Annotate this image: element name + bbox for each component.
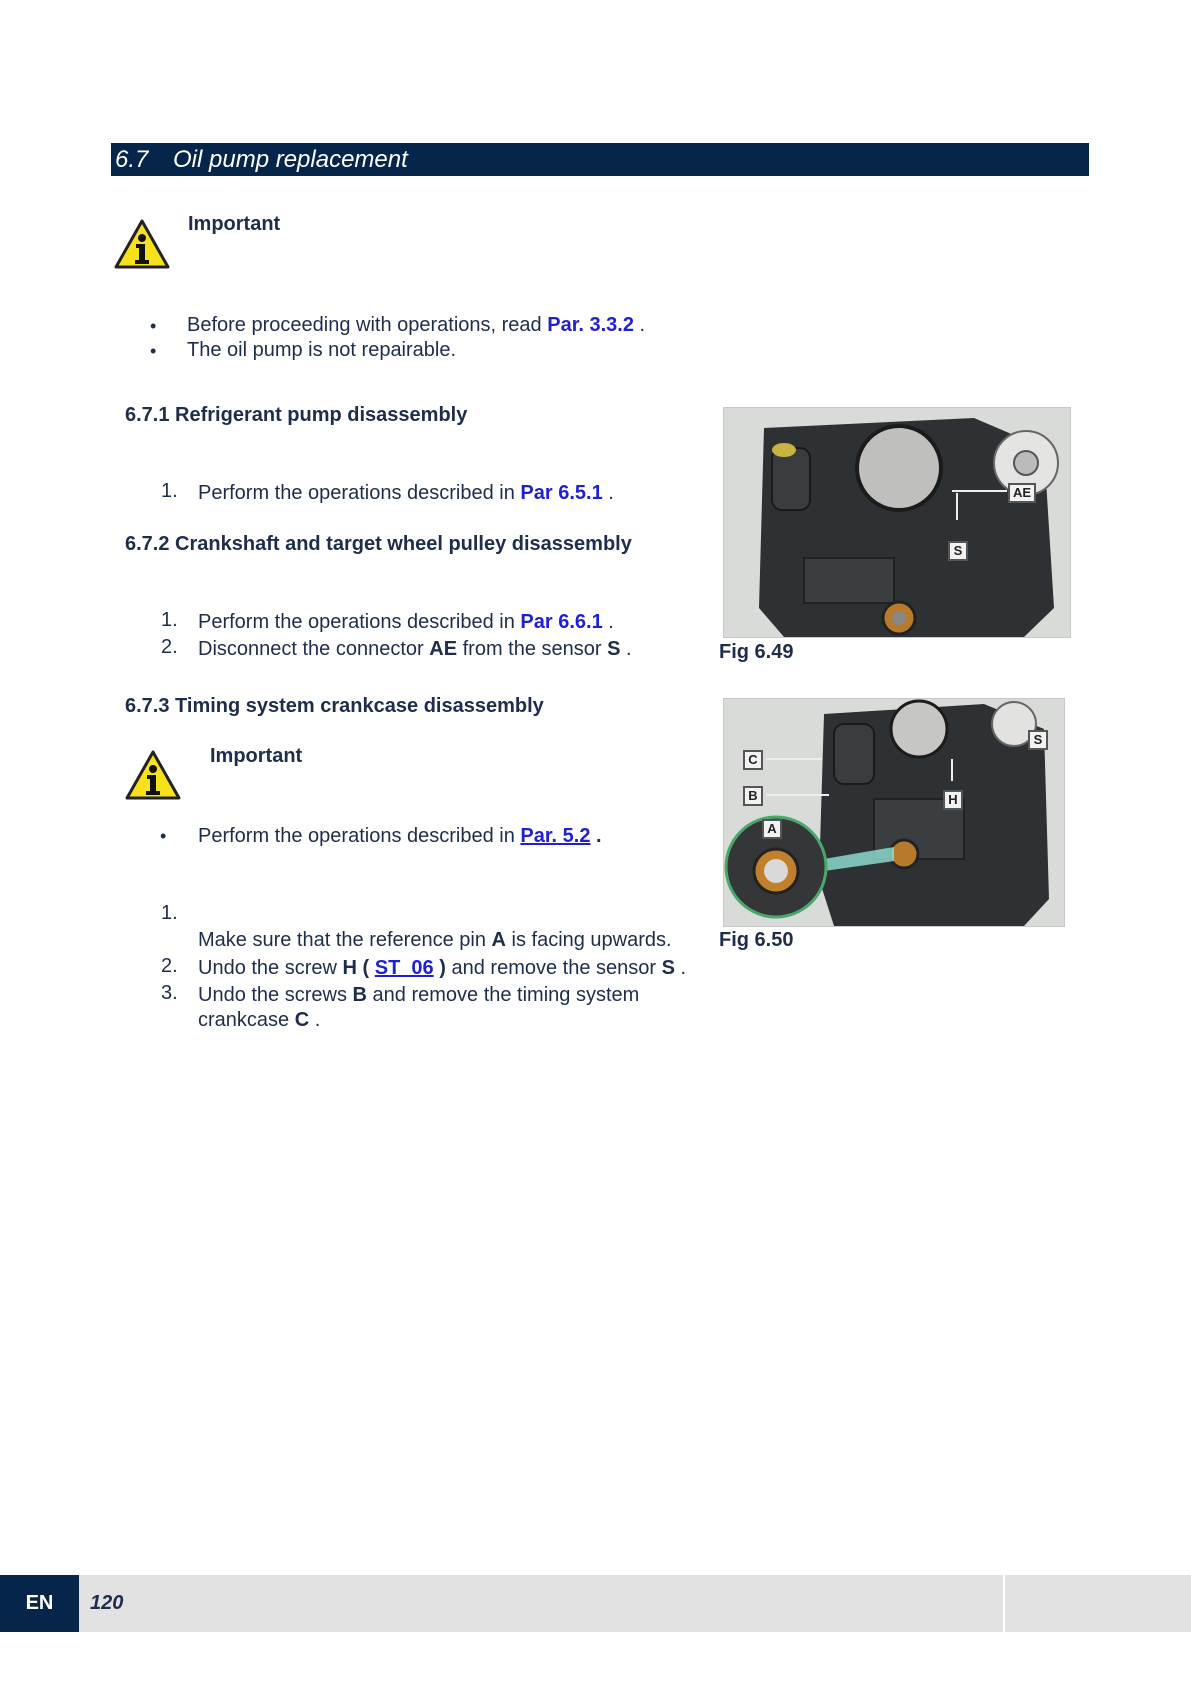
s673-step-3-line-1: Undo the screws B and remove the timing system [198, 984, 640, 1006]
s671-step-1: Perform the operations described in Par 6.5.1 . [198, 482, 614, 504]
s672-step-2: Disconnect the connector AE from the sensor S . [198, 638, 632, 660]
bullet-dot: • [150, 341, 157, 361]
section-number: 6.7 [115, 146, 149, 173]
link-par-6-5-1[interactable]: Par 6.5.1 [520, 482, 603, 504]
important1-bullet-1: Before proceeding with operations, read Par. 3.3.2 . [187, 314, 646, 336]
footer-page-number: 120 [90, 1592, 124, 1614]
engine-illustration [724, 408, 1070, 637]
s672-step-1: Perform the operations described in Par 6.6.1 . [198, 611, 614, 633]
step-number: 1. [161, 609, 178, 631]
step-number: 3. [161, 982, 178, 1004]
link-par-6-6-1[interactable]: Par 6.6.1 [520, 611, 603, 633]
figure-6-49-caption: Fig 6.49 [719, 641, 794, 663]
callout-h: H [943, 790, 963, 810]
footer-divider [1003, 1575, 1005, 1632]
callout-c: C [743, 750, 763, 770]
callout-ae: AE [1008, 483, 1036, 503]
s673-step-1: Make sure that the reference pin A is facing upwards. [198, 929, 672, 951]
callout-s: S [948, 541, 968, 561]
s673-important-bullet: Perform the operations described in Par. 5.2 . [198, 825, 602, 847]
engine-illustration [724, 699, 1064, 926]
step-number: 1. [161, 480, 178, 502]
step-number: 1. [161, 902, 178, 924]
important1-bullet-2: The oil pump is not repairable. [187, 339, 457, 361]
bullet-dot: • [160, 826, 167, 846]
important-label-2: Important [210, 745, 303, 767]
step-number: 2. [161, 636, 178, 658]
link-st-06[interactable]: ST_06 [374, 957, 434, 979]
figure-6-50-caption: Fig 6.50 [719, 929, 794, 951]
figure-6-49-image [723, 407, 1071, 638]
subsection-heading-6-7-3: 6.7.3 Timing system crankcase disassembly [125, 695, 544, 717]
warning-info-icon [124, 749, 182, 801]
subsection-heading-6-7-1: 6.7.1 Refrigerant pump disassembly [125, 404, 468, 426]
s673-step-3-line-2: crankcase C . [198, 1009, 321, 1031]
step-number: 2. [161, 955, 178, 977]
important-label-1: Important [188, 213, 281, 235]
page-footer [0, 1575, 1191, 1632]
callout-a: A [762, 819, 782, 839]
subsection-heading-6-7-2: 6.7.2 Crankshaft and target wheel pulley disassembly [125, 533, 632, 555]
link-par-3-3-2[interactable]: Par. 3.3.2 [547, 314, 634, 336]
footer-language: EN [0, 1575, 79, 1632]
callout-s: S [1028, 730, 1048, 750]
s673-step-2: Undo the screw H ( ST_06 ) and remove the sensor S . [198, 957, 687, 979]
callout-b: B [743, 786, 763, 806]
figure-6-50-image [723, 698, 1065, 927]
warning-info-icon [113, 218, 171, 270]
link-par-5-2[interactable]: Par. 5.2 [520, 825, 591, 847]
section-title: Oil pump replacement [173, 146, 408, 173]
bullet-dot: • [150, 316, 157, 336]
section-title-bar [111, 143, 1089, 176]
